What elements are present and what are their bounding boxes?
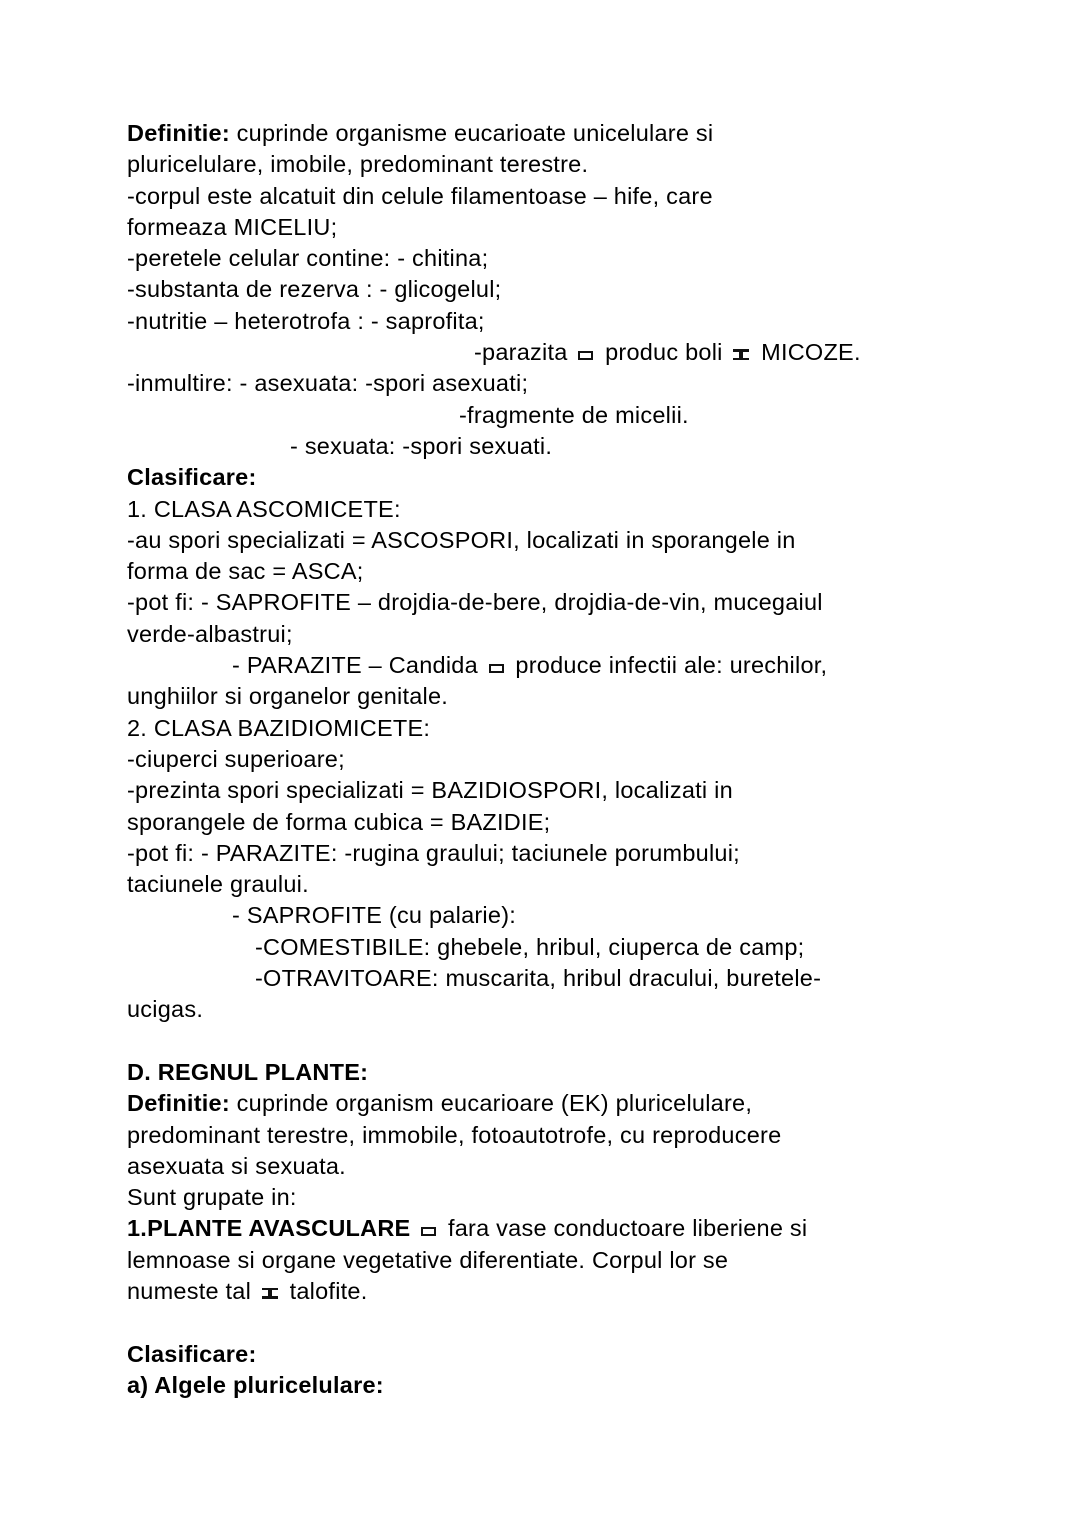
plain-text: forma de sac = ASCA; <box>127 558 364 585</box>
plain-text: produc boli <box>598 339 730 366</box>
text-line <box>127 744 970 775</box>
plain-text: taciunele graului. <box>127 871 309 898</box>
text-line <box>127 1339 970 1370</box>
text-line <box>127 525 970 556</box>
text-line <box>127 337 970 368</box>
text-line <box>127 431 970 462</box>
plain-text: -parazita <box>474 339 575 366</box>
plain-text: ucigas. <box>127 996 204 1023</box>
text-line <box>127 1151 970 1182</box>
missing-glyph-ibeam-icon <box>733 349 749 360</box>
text-line <box>127 1120 970 1151</box>
plain-text: - PARAZITE – Candida <box>232 652 485 679</box>
plain-text: -peretele celular contine: - chitina; <box>127 245 489 272</box>
plain-text: predominant terestre, immobile, fotoautotrofe, cu reproducere <box>127 1121 782 1148</box>
plain-text: -COMESTIBILE: ghebele, hribul, ciuperca de camp; <box>255 933 805 960</box>
bold-text: D. REGNUL PLANTE: <box>127 1058 369 1085</box>
text-line <box>127 869 970 900</box>
text-line <box>127 118 970 149</box>
text-line <box>127 1245 970 1276</box>
text-line <box>127 556 970 587</box>
plain-text: cuprinde organisme eucarioate unicelulare si <box>229 120 714 146</box>
bold-text: Clasificare: <box>127 464 257 491</box>
plain-text: cuprinde organism eucarioare (EK) pluricelulare, <box>229 1090 753 1117</box>
text-line <box>127 1370 970 1401</box>
missing-glyph-ibeam-icon <box>262 1288 278 1299</box>
text-line <box>127 494 970 525</box>
plain-text: 2. CLASA BAZIDIOMICETE: <box>127 714 431 741</box>
text-line <box>127 274 970 305</box>
plain-text: - sexuata: -spori sexuati. <box>290 432 553 459</box>
plain-text: - SAPROFITE (cu palarie): <box>232 902 517 929</box>
plain-text: pluricelulare, imobile, predominant terestre. <box>127 151 589 178</box>
text-line <box>127 900 970 931</box>
text-line <box>127 650 970 681</box>
bold-text: Definitie: <box>127 120 230 146</box>
text-line <box>127 306 970 337</box>
plain-text: -prezinta spori specializati = BAZIDIOSPORI, localizati in <box>127 777 733 804</box>
plain-text: -fragmente de micelii. <box>459 401 689 428</box>
plain-text: formeaza MICELIU; <box>127 213 338 240</box>
plain-text: -inmultire: - asexuata: -spori asexuati; <box>127 370 529 397</box>
blank-line <box>127 1307 970 1338</box>
text-line <box>127 1182 970 1213</box>
plain-text: 1. CLASA ASCOMICETE: <box>127 495 401 522</box>
plain-text: Sunt grupate in: <box>127 1184 297 1211</box>
plain-text: talofite. <box>282 1277 368 1304</box>
plain-text: -au spori specializati = ASCOSPORI, localizati in sporangele in <box>127 526 796 553</box>
text-line <box>127 963 970 994</box>
text-line <box>127 462 970 493</box>
plain-text: -corpul este alcatuit din celule filamentoase – hife, care <box>127 182 713 209</box>
text-line <box>127 149 970 180</box>
text-line <box>127 587 970 618</box>
section-regnul-plante <box>127 1057 970 1401</box>
text-line <box>127 619 970 650</box>
text-line <box>127 1057 970 1088</box>
plain-text: -pot fi: - PARAZITE: -rugina graului; taciunele porumbului; <box>127 839 740 866</box>
document-text-body <box>127 118 970 1401</box>
plain-text: produce infectii ale: urechilor, <box>508 652 828 679</box>
bold-text: Definitie: <box>127 1090 230 1117</box>
plain-text: MICOZE. <box>754 339 861 366</box>
text-line <box>127 713 970 744</box>
missing-glyph-box-icon <box>578 351 593 360</box>
plain-text: lemnoase si organe vegetative diferentiate. Corpul lor se <box>127 1246 729 1273</box>
missing-glyph-box-icon <box>489 664 504 673</box>
plain-text: asexuata si sexuata. <box>127 1152 346 1179</box>
text-line <box>127 994 970 1025</box>
text-line <box>127 775 970 806</box>
plain-text: -ciuperci superioare; <box>127 745 345 772</box>
plain-text: -substanta de rezerva : - glicogelul; <box>127 276 502 303</box>
text-line <box>127 400 970 431</box>
text-line <box>127 1213 970 1244</box>
text-line <box>127 1088 970 1119</box>
text-line <box>127 181 970 212</box>
text-line <box>127 212 970 243</box>
text-line <box>127 681 970 712</box>
bold-text: 1.PLANTE AVASCULARE <box>127 1215 418 1242</box>
blank-line <box>127 1026 970 1057</box>
plain-text: sporangele de forma cubica = BAZIDIE; <box>127 808 551 835</box>
plain-text: fara vase conductoare liberiene si <box>441 1215 808 1242</box>
missing-glyph-box-icon <box>421 1227 436 1236</box>
plain-text: numeste tal <box>127 1277 258 1304</box>
plain-text: unghiilor si organelor genitale. <box>127 683 449 710</box>
text-line <box>127 838 970 869</box>
bold-text: a) Algele pluricelulare: <box>127 1371 384 1398</box>
text-line <box>127 932 970 963</box>
text-line <box>127 1276 970 1307</box>
text-line <box>127 807 970 838</box>
section-regnul-ciuperci <box>127 118 970 1057</box>
plain-text: -pot fi: - SAPROFITE – drojdia-de-bere, drojdia-de-vin, mucegaiul <box>127 589 823 616</box>
plain-text: -OTRAVITOARE: muscarita, hribul dracului, buretele- <box>255 965 822 992</box>
plain-text: -nutritie – heterotrofa : - saprofita; <box>127 307 485 334</box>
text-line <box>127 368 970 399</box>
bold-text: Clasificare: <box>127 1340 257 1367</box>
text-line <box>127 243 970 274</box>
plain-text: verde-albastrui; <box>127 620 293 647</box>
